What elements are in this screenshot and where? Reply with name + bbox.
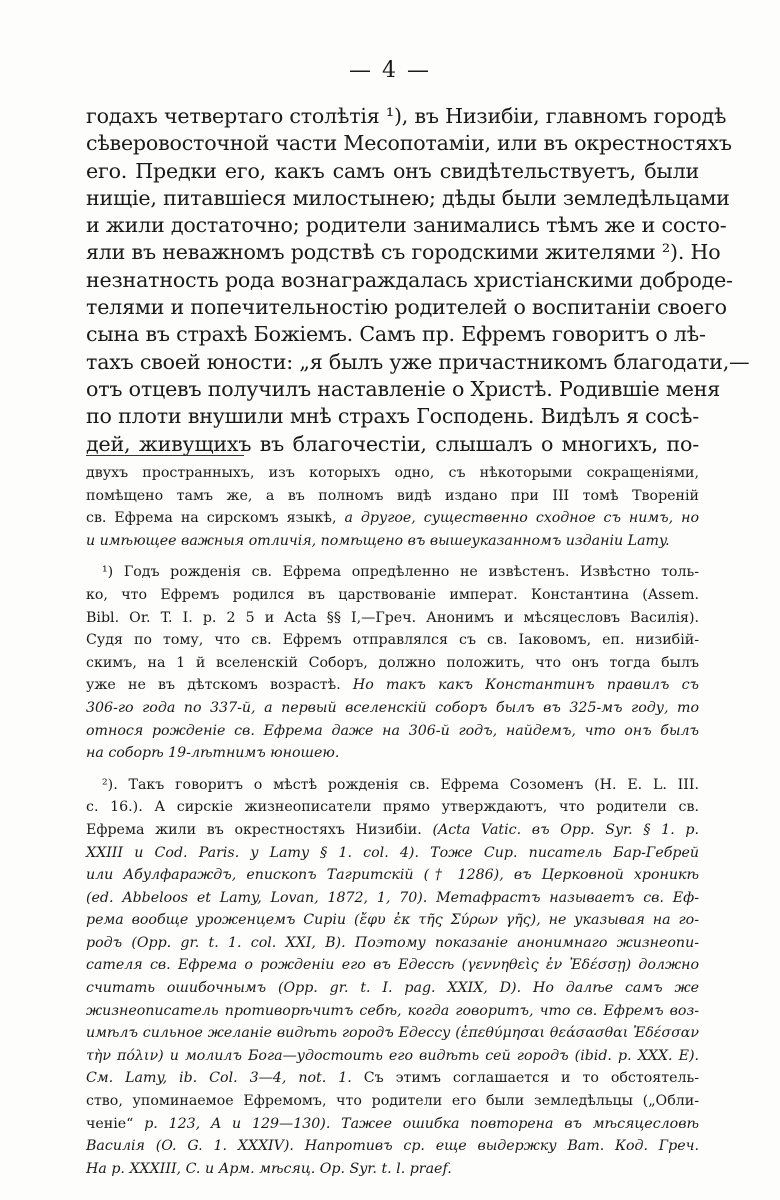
footnote-line bbox=[86, 932, 699, 955]
footnote-line bbox=[86, 485, 699, 508]
footnote-text-segment: ченіе“ bbox=[86, 1115, 145, 1132]
footnote-italic-segment: рема вообще уроженцемъ Сиріи (ἔφυ ἐκ τῆς Σύρων γῆς), не указывая на го- bbox=[86, 912, 699, 929]
footnote-italic-segment: и имѣющее важныя отличія, помѣщено въ вышеуказанномъ изданіи Lamy. bbox=[86, 532, 670, 549]
footnote-text-segment: помѣщено тамъ же, а въ полномъ видѣ издано при III томѣ Твореній bbox=[86, 487, 699, 504]
footnote-line bbox=[86, 742, 699, 765]
footnote-text-segment: Ефрема жили въ окрестностяхъ Низибіи. bbox=[86, 821, 433, 838]
main-text-block bbox=[86, 103, 750, 458]
footnote-line bbox=[86, 774, 699, 797]
footnote-italic-segment: Василія (O. G. 1. XXXIV). Напротивъ ср. еще выдержку Ват. Код. Греч. bbox=[86, 1138, 699, 1155]
footnote-italic-segment: родъ (Opp. gr. t. 1. col. XXI, B). Поэтому показаніе анонимнаго жизнеопи- bbox=[86, 934, 699, 951]
footnote-line bbox=[86, 652, 699, 675]
footnote-line bbox=[86, 530, 699, 553]
footnotes-block bbox=[86, 462, 699, 1180]
footnote-italic-segment: жизнеописатель противорѣчитъ себѣ, когда говоритъ, что св. Ефремъ воз- bbox=[86, 1002, 699, 1019]
main-text-line: и жили достаточно; родители занимались тѣмъ же и состо- bbox=[86, 213, 727, 238]
footnote-text-segment: ²). Такъ говоритъ о мѣстѣ рожденія св. Ефрема Созоменъ (H. E. L. III. bbox=[102, 776, 699, 793]
footnote-line bbox=[86, 584, 699, 607]
footnote-italic-segment: τὴν πόλιν) и молилъ Бога—удостоить его видѣть сей городъ (ibid. p. XXX. E). bbox=[86, 1047, 699, 1064]
main-text-line: отъ отцевъ получилъ наставленіе о Христѣ. Родившіе меня bbox=[86, 376, 721, 401]
footnote-italic-segment: Но такъ какъ Константинъ правилъ съ bbox=[352, 677, 699, 694]
main-text-line: по плоти внушили мнѣ страхъ Господень. Видѣлъ я сосѣ- bbox=[86, 404, 699, 429]
footnote-separator-rule bbox=[86, 455, 244, 456]
footnote-line bbox=[86, 954, 699, 977]
footnote-line bbox=[86, 1067, 699, 1090]
footnote-text-segment: ¹) Годъ рожденія св. Ефрема опредѣленно не извѣстенъ. Извѣстно толь- bbox=[102, 564, 699, 581]
footnote-italic-segment: p. 123, A и 129—130). Тажее ошибка повторена въ мѣсяцесловѣ bbox=[144, 1115, 699, 1132]
footnote-line bbox=[86, 462, 699, 485]
footnote-text-segment: ство, упоминаемое Ефремомъ, что родители его были земледѣльцы („Обли- bbox=[86, 1093, 699, 1110]
footnote-italic-segment: сателя св. Ефрема о рожденіи его въ Едессѣ (γεννηθεὶς ἐν Ἐδέσσῃ) должно bbox=[86, 957, 699, 974]
footnote-italic-segment: считать ошибочнымъ (Opp. gr. t. I. pag. XXIX, D). Но далѣе самъ же bbox=[86, 980, 699, 997]
page-number: — 4 — bbox=[349, 58, 431, 83]
footnote-italic-segment: См. Lamy, ib. Col. 3—4, not. 1. bbox=[86, 1070, 364, 1087]
footnote-text-segment: Съ этимъ соглашается и то обстоятель- bbox=[363, 1070, 699, 1087]
footnote-italic-segment: На p. XXXIII, C. и Арм. мѣсяц. Op. Syr. t. l. praef. bbox=[86, 1160, 452, 1177]
footnote-line bbox=[86, 864, 699, 887]
footnote-line bbox=[86, 720, 699, 743]
footnote-line bbox=[86, 507, 699, 530]
footnote-line bbox=[86, 1000, 699, 1023]
footnote-1 bbox=[86, 561, 699, 764]
footnote-line bbox=[86, 607, 699, 630]
main-text-line: телями и попечительностію родителей о воспитаніи своего bbox=[86, 295, 727, 320]
footnote-italic-segment: а другое, существенно сходное съ нимъ, но bbox=[344, 510, 699, 527]
footnote-line bbox=[86, 1158, 699, 1181]
footnote-line bbox=[86, 909, 699, 932]
footnote-italic-segment: 306-го года по 337-й, а первый вселенскій соборъ былъ въ 325-мъ году, то bbox=[86, 699, 699, 716]
footnote-line bbox=[86, 796, 699, 819]
footnote-line bbox=[86, 1135, 699, 1158]
footnote-line bbox=[86, 977, 699, 1000]
main-text-line: годахъ четвертаго столѣтія ¹), въ Низибіи, главномъ городѣ bbox=[86, 104, 727, 128]
footnote-text-segment: уже не въ дѣтскомъ возрастѣ. bbox=[86, 677, 353, 694]
main-text-line: дей, живущихъ въ благочестіи, слышалъ о многихъ, по- bbox=[86, 431, 699, 456]
footnote-text-segment: скимъ, на 1 й вселенскій Соборъ, должно положить, что онъ тогда былъ bbox=[86, 654, 699, 671]
footnote-line bbox=[86, 1045, 699, 1068]
footnote-2 bbox=[86, 774, 699, 1181]
footnote-text-segment: c. 16.). А сирскіе жизнеописатели прямо утверждаютъ, что родители св. bbox=[86, 799, 699, 816]
footnote-italic-segment: относя рожденіе св. Ефрема даже на 306-й годъ, найдемъ, что онъ былъ bbox=[86, 722, 699, 739]
footnote-line bbox=[86, 674, 699, 697]
footnote-italic-segment: или Абулфараждъ, епископъ Тагритскій († 1286), въ Церковной хроникѣ bbox=[86, 867, 699, 884]
footnote-line bbox=[86, 1090, 699, 1113]
footnote-italic-segment: (ed. Abbeloos et Lamy, Lovan, 1872, 1, 70). Метафрастъ называетъ св. Еф- bbox=[86, 889, 699, 906]
main-text-line: сѣверовосточной части Месопотаміи, или въ окрестностяхъ bbox=[86, 131, 732, 156]
main-text-line: тахъ своей юности: „я былъ уже причастникомъ благодати,— bbox=[86, 349, 750, 374]
main-text-line: его. Предки его, какъ самъ онъ свидѣтельствуетъ, были bbox=[86, 158, 699, 183]
footnote-line bbox=[86, 1113, 699, 1136]
footnote-line bbox=[86, 1022, 699, 1045]
footnote-italic-segment: на соборѣ 19-лѣтнимъ юношею. bbox=[86, 745, 340, 762]
footnote-italic-segment: XXIII и Cod. Paris. y Lamy § 1. col. 4). Тоже Сир. писатель Бар-Гебрей bbox=[86, 844, 699, 861]
footnote-text-segment: Судя по тому, что св. Ефремъ отправлялся съ св. Іаковомъ, еп. низибій- bbox=[86, 632, 699, 649]
main-text-line: незнатность рода вознаграждалась христіанскими доброде- bbox=[86, 267, 733, 292]
footnote-line bbox=[86, 819, 699, 842]
footnote-line bbox=[86, 842, 699, 865]
footnote-line bbox=[86, 629, 699, 652]
footnote-line bbox=[86, 887, 699, 910]
footnote-continuation bbox=[86, 462, 699, 552]
footnote-italic-segment: (Acta Vatic. въ Opp. Syr. § 1. p. bbox=[432, 821, 699, 838]
main-text-line: яли въ неважномъ родствѣ съ городскими жителями ²). Но bbox=[86, 240, 721, 265]
footnote-text-segment: св. Ефрема на сирскомъ языкѣ, bbox=[86, 510, 345, 527]
footnote-text-segment: ко, что Ефремъ родился въ царствованіе императ. Константина (Assem. bbox=[86, 586, 699, 603]
footnote-text-segment: двухъ пространныхъ, изъ которыхъ одно, съ нѣкоторыми сокращеніями, bbox=[86, 465, 699, 481]
main-text-line: нищіе, питавшіеся милостынею; дѣды были земледѣльцами bbox=[86, 185, 730, 210]
footnote-text-segment: Bibl. Or. T. I. p. 2 5 и Acta §§ I,—Греч. Анонимъ и мѣсяцесловъ Василія). bbox=[86, 609, 699, 626]
footnote-line bbox=[86, 561, 699, 584]
footnote-italic-segment: имѣлъ сильное желаніе видѣть городъ Едессу (ἐπεθύμησαι θεάσασθαι Ἐδέσσαν bbox=[86, 1025, 699, 1042]
main-text-line: сына въ страхѣ Божіемъ. Самъ пр. Ефремъ говоритъ о лѣ- bbox=[86, 322, 706, 347]
footnote-line bbox=[86, 697, 699, 720]
